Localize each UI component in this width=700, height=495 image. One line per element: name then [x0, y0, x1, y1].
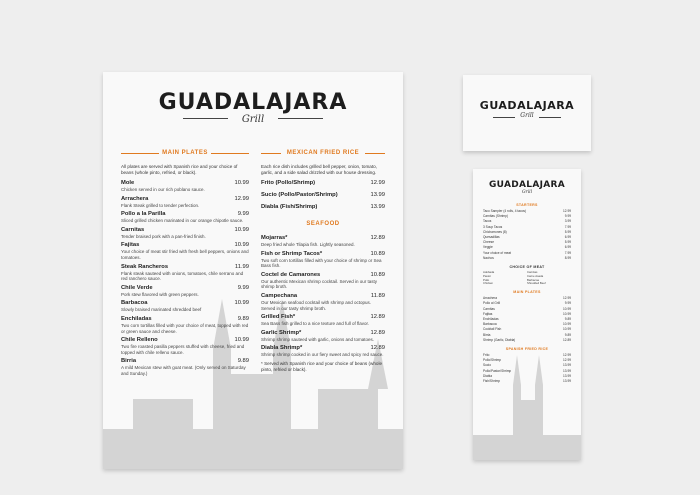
item-price: 12.89	[563, 337, 571, 342]
item-name: Cocktail Fish	[483, 327, 502, 332]
menu-item	[121, 227, 249, 240]
item-desc: Sliced grilled chicken marinated in our orange chipotle sauce.	[121, 218, 244, 224]
item-price: 9.89	[564, 332, 571, 337]
item-price: 5.99	[564, 229, 571, 234]
item-name: Campechana	[261, 292, 298, 299]
item-name: Taco Sampler (4 rolls, 4 tacos)	[483, 209, 527, 213]
meat-option: Carne Asada	[527, 273, 544, 278]
item-desc: Two soft corn tortillas filled with your choice of shrimp or Sea Bass fish.	[261, 257, 382, 269]
card-logo-title: GUADALAJARA	[479, 99, 575, 112]
item-name: Chile Verde	[121, 284, 153, 291]
card-rule-right	[539, 117, 561, 118]
item-name: Diabla	[483, 373, 493, 378]
menu-item	[121, 211, 249, 224]
item-name: Sucio (Pollo/Pastor/Shrimp)	[261, 192, 338, 198]
item-price: 12.99	[563, 353, 571, 358]
item-desc: Shrimp shrimp cooked in our fiery sweet and spicy red sauce.	[261, 352, 384, 358]
item-name: Veggie	[483, 245, 493, 250]
item-price: 13.99	[370, 192, 385, 198]
item-desc: Two corn tortillas filled with your choice of meat, topped with red or green sauce and cheese.	[121, 322, 249, 334]
menu-item	[261, 345, 385, 358]
item-price: 12.99	[563, 296, 571, 301]
item-name: 3 Soup Tacos	[483, 224, 503, 229]
main-plates-line-right	[211, 153, 249, 154]
item-name: Enchiladas	[121, 315, 152, 322]
item-price: 13.99	[563, 373, 571, 378]
item-name: Grilled Fish*	[261, 314, 296, 321]
item-price: 12.89	[370, 329, 385, 336]
item-name: Sucio	[483, 363, 491, 368]
item-name: Diabla Shrimp*	[261, 345, 303, 352]
item-name: Carnitas (Shrimp)	[483, 214, 508, 219]
item-desc: Shrimp shrimp sauteed with garlic, onions and tomatoes.	[261, 336, 375, 342]
item-name: Carnitas	[121, 226, 145, 233]
small-rice-heading: SPANISH FRIED RICE	[505, 347, 549, 352]
item-desc: Slowly braised marinated shredded beef	[121, 307, 202, 313]
small-main-list	[483, 296, 571, 343]
item-price: 11.89	[370, 292, 385, 299]
menu-item	[121, 337, 249, 355]
item-price: 9.99	[237, 284, 249, 291]
item-name: Fish/Shrimp	[483, 379, 501, 384]
main-plates-column	[121, 150, 249, 380]
menu-item	[121, 285, 249, 298]
item-price: 6.99	[564, 235, 571, 240]
item-price: 12.89	[370, 314, 385, 321]
item-desc: Our Mexican seafood cocktail with shrimp and octopus. Served in our tasty shrimp broth.	[261, 299, 372, 311]
item-desc: Sea Bass fish grilled to a nice texture and full of flavor.	[261, 321, 370, 327]
main-plates-heading: MAIN PLATES	[162, 150, 208, 156]
item-name: Arrachera	[121, 195, 149, 202]
item-desc: Chicken served in our rich poblano sauce.	[121, 187, 205, 192]
item-price: 10.89	[370, 271, 385, 278]
item-name: Pollo/Shrimp	[483, 358, 502, 363]
item-desc: Two fire roasted pasilla peppers stuffed with cheese, fried and topped with chile relleno sauce.	[121, 344, 245, 355]
menu-item	[261, 192, 385, 199]
item-price: 12.89	[370, 345, 385, 352]
fried-rice-line-right	[365, 153, 385, 154]
menu-logo-title: GUADALAJARA	[158, 90, 348, 115]
item-price: 13.99	[563, 379, 571, 384]
starters-list	[483, 209, 571, 261]
meat-option: Barbacoa	[527, 277, 539, 282]
item-price: 10.99	[234, 180, 249, 186]
item-name: Birria	[121, 358, 137, 365]
item-desc: Pork stew flavored with green peppers.	[121, 291, 199, 297]
item-price: 10.89	[370, 250, 385, 257]
item-price: 6.99	[564, 245, 571, 250]
item-name: Pollo al Grill	[483, 301, 501, 306]
item-name: Fajitas	[483, 311, 493, 316]
item-name: Tacos	[483, 219, 492, 224]
item-name: Birria	[483, 332, 491, 337]
item-price: 10.99	[563, 311, 571, 316]
small-menu	[473, 169, 581, 460]
item-desc: Our authentic Mexican shrimp cocktail. Served in our tasty shrimp broth.	[261, 278, 378, 290]
menu-item	[121, 180, 249, 193]
item-name: Shrimp (Garlic, Diabla)	[483, 337, 516, 342]
main-plates-line-left	[121, 153, 159, 154]
seafood-note: * Served with Spanish rice and your choice of beans (whole pinto, refried or black).	[261, 360, 383, 372]
meat-option: Pollo	[483, 277, 490, 282]
item-price: 12.89	[370, 235, 385, 241]
starters-heading: STARTERS	[516, 203, 538, 207]
item-name: Mojarras*	[261, 235, 288, 241]
item-desc: Flank steak sauteed with onions, tomatoes, chile serrano and red ranchero sauce.	[121, 270, 244, 282]
item-name: Your choice of meat	[483, 250, 512, 255]
item-price: 9.89	[237, 358, 249, 365]
meat-grid	[483, 271, 571, 286]
item-price: 12.99	[563, 358, 571, 363]
card-logo-tagline: Grill	[520, 112, 534, 119]
menu-item	[261, 204, 385, 211]
item-price: 10.99	[563, 327, 571, 332]
item-price: 12.99	[234, 195, 249, 202]
meat-option: Carnitas	[527, 270, 538, 275]
item-desc: Tender braised pork with a pan-fried finish.	[121, 233, 206, 239]
item-desc: Deep fried whole Tilapia fish. Lightly seasoned.	[261, 242, 355, 247]
meat-option: Pastor	[483, 273, 492, 278]
item-price: 10.99	[563, 306, 571, 311]
item-name: Arrachera	[483, 296, 497, 301]
menu-item	[261, 314, 385, 327]
item-name: Pollo a la Parilla	[121, 211, 166, 218]
item-name: Chile Relleno	[121, 337, 158, 344]
item-desc: A mild Mexican stew with goat meat. (Only served on Saturday and Sunday.)	[121, 365, 246, 376]
main-plates-intro: All plates are served with Spanish rice and your choice of beans (whole pinto, refried, or black).	[121, 164, 238, 175]
item-price: 10.99	[563, 322, 571, 327]
fried-rice-list	[261, 180, 385, 211]
menu-item	[121, 242, 249, 260]
item-price: 8.99	[564, 255, 571, 260]
item-price: 11.99	[234, 263, 249, 270]
menu-item	[261, 251, 385, 269]
item-price: 9.89	[564, 317, 571, 322]
item-price: 13.99	[370, 204, 385, 210]
menu-item	[121, 196, 249, 209]
right-column	[261, 150, 385, 373]
menu-item	[261, 272, 385, 290]
item-name: Fajitas	[121, 242, 140, 249]
item-name: Chicharrones (8)	[483, 229, 507, 234]
item-price: 10.99	[234, 242, 249, 249]
item-name: Garlic Shrimp*	[261, 329, 302, 336]
item-price: 3.99	[564, 219, 571, 224]
menu-item	[121, 358, 249, 376]
menu-item	[261, 235, 385, 248]
item-price: 12.99	[370, 180, 385, 186]
item-desc: Flank Steak grilled to tender perfection.	[121, 202, 200, 208]
item-name: Barbacoa	[483, 322, 497, 327]
item-price: 12.99	[563, 209, 571, 213]
item-name: Cheese	[483, 240, 494, 245]
item-name: Steak Rancheros	[121, 263, 169, 270]
menu-item	[121, 316, 249, 334]
item-price: 7.99	[564, 250, 571, 255]
item-name: Coctel de Camarones	[261, 271, 321, 278]
item-price: 7.99	[564, 224, 571, 229]
business-card	[463, 75, 591, 151]
meat-heading: CHOICE OF MEAT	[509, 265, 545, 270]
fried-rice-heading: MEXICAN FRIED RICE	[286, 150, 360, 156]
small-rice-list	[483, 353, 571, 384]
item-price: 9.99	[237, 211, 249, 218]
menu-item	[121, 300, 249, 313]
item-price: 9.99	[564, 214, 571, 219]
fried-rice-line-left	[261, 153, 281, 154]
menu-item	[261, 293, 385, 311]
item-price: 9.89	[237, 315, 249, 322]
item-price: 5.99	[564, 240, 571, 245]
item-name: Barbacoa	[121, 300, 148, 307]
item-desc: Your choice of meat stir fried with fresh bell peppers, onions and tomatoes.	[121, 249, 249, 260]
meat-option: Adobada	[483, 270, 495, 275]
menu-item	[261, 180, 385, 187]
item-price: 10.99	[234, 300, 249, 307]
item-name: Nachos	[483, 255, 494, 260]
small-main-heading: MAIN PLATES	[513, 290, 541, 295]
item-price: 9.99	[564, 301, 571, 306]
item-name: Mole	[121, 180, 135, 186]
small-logo-tagline: Grill	[521, 190, 533, 195]
menu-item	[121, 264, 249, 282]
seafood-heading: SEAFOOD	[306, 221, 340, 227]
meat-option: Chicken	[483, 281, 494, 286]
item-name: Carnitas	[483, 306, 495, 311]
item-name: Quesadillas	[483, 235, 500, 240]
large-menu	[103, 72, 403, 469]
meat-option: Shredded Beef	[527, 281, 546, 286]
item-name: Diabla (Fish/Shrimp)	[261, 204, 318, 210]
small-menu-body	[483, 203, 571, 384]
menu-item	[261, 330, 385, 343]
list-item	[483, 379, 571, 384]
item-name: Pollo/Pastor/Shrimp	[483, 368, 512, 373]
item-name: Fish or Shrimp Tacos*	[261, 250, 323, 257]
list-item	[483, 256, 571, 261]
logo-rule-right	[278, 118, 323, 119]
item-price: 10.99	[234, 337, 249, 344]
item-name: Frito	[483, 353, 490, 358]
seafood-list	[261, 235, 385, 358]
item-price: 10.99	[234, 226, 249, 233]
menu-logo-tagline: Grill	[241, 114, 265, 125]
item-name: Frito (Pollo/Shrimp)	[261, 180, 316, 186]
small-logo-title: GUADALAJARA	[488, 180, 566, 190]
list-item	[483, 338, 571, 343]
item-price: 13.99	[563, 368, 571, 373]
main-plates-list	[121, 180, 249, 377]
item-name: Enchiladas	[483, 317, 499, 322]
fried-rice-intro: Each rice dish includes grilled bell pepper, onion, tomato, garlic, and a side salad drizzled with our house dressing.	[261, 164, 377, 175]
item-price: 13.99	[563, 363, 571, 368]
